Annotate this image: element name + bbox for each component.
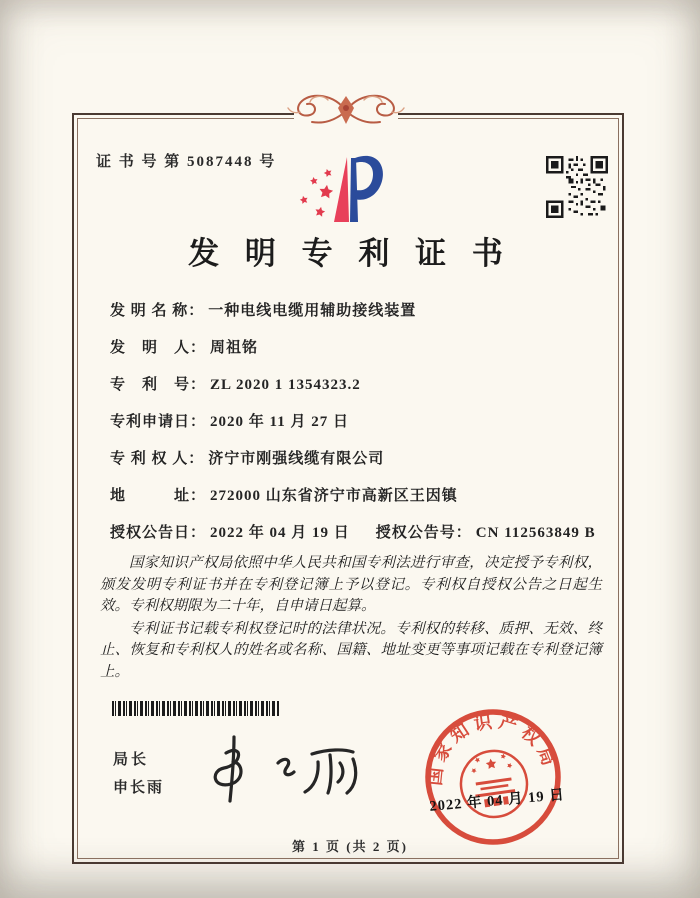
grant-number-value: CN 112563849 B <box>475 525 596 541</box>
field-row-inventor <box>110 337 600 359</box>
field-list <box>110 300 600 544</box>
field-row-invention-name <box>110 300 600 322</box>
director-signature-icon <box>190 731 370 809</box>
field-label: 发 明 名 称： <box>110 303 205 319</box>
grant-date-label: 授权公告日： <box>110 525 207 541</box>
grant-number-group <box>376 522 596 544</box>
field-row-patent-number <box>110 374 600 396</box>
page-footer: 第 1 页 (共 2 页) <box>292 839 408 854</box>
field-row-patentee <box>110 448 600 470</box>
field-label: 发 明 人： <box>110 340 207 356</box>
field-value: 一种电线电缆用辅助接线装置 <box>208 303 417 319</box>
field-value: 周祖铭 <box>210 340 259 356</box>
field-label: 专 利 权 人： <box>110 451 205 467</box>
official-seal <box>415 699 571 855</box>
legal-text <box>100 553 602 684</box>
qr-code-icon <box>546 156 608 218</box>
seal-date: 2022 年 04 月 19 日 <box>428 787 566 815</box>
legal-paragraph-2: 专利证书记载专利权登记时的法律状况。专利权的转移、质押、无效、终止、恢复和专利权人的姓名或名称、国籍、地址变更等事项记载在专利登记簿上。 <box>100 620 602 680</box>
director-title: 局长 <box>113 751 150 768</box>
field-value: 272000 山东省济宁市高新区王因镇 <box>210 488 458 504</box>
field-value: ZL 2020 1 1354323.2 <box>210 377 361 393</box>
cnipa-logo-icon <box>283 144 413 234</box>
certificate-number: 证 书 号 第 5087448 号 <box>96 154 277 170</box>
field-label: 专利申请日： <box>110 414 207 430</box>
field-label: 专 利 号： <box>110 377 207 393</box>
field-row-filing-date <box>110 411 600 433</box>
field-row-grant <box>110 522 600 544</box>
director-name: 申长雨 <box>113 779 165 796</box>
legal-paragraph-1: 国家知识产权局依照中华人民共和国专利法进行审查，决定授予专利权，颁发发明专利证书并在专利登记簿上予以登记。专利权自授权公告之日起生效。专利权期限为二十年，自申请日起算。 <box>100 555 602 614</box>
top-ornament-icon <box>266 84 426 138</box>
field-label: 地 址： <box>110 488 207 504</box>
certificate-title: 发 明 专 利 证 书 <box>188 236 512 271</box>
seal-ring-text: 国家知识产权局 <box>424 711 561 787</box>
field-value: 济宁市刚强线缆有限公司 <box>208 451 385 467</box>
field-value: 2020 年 11 月 27 日 <box>210 414 349 430</box>
field-row-address <box>110 485 600 507</box>
barcode <box>112 701 280 716</box>
grant-date-value: 2022 年 04 月 19 日 <box>210 525 350 541</box>
grant-number-label: 授权公告号： <box>375 525 472 541</box>
